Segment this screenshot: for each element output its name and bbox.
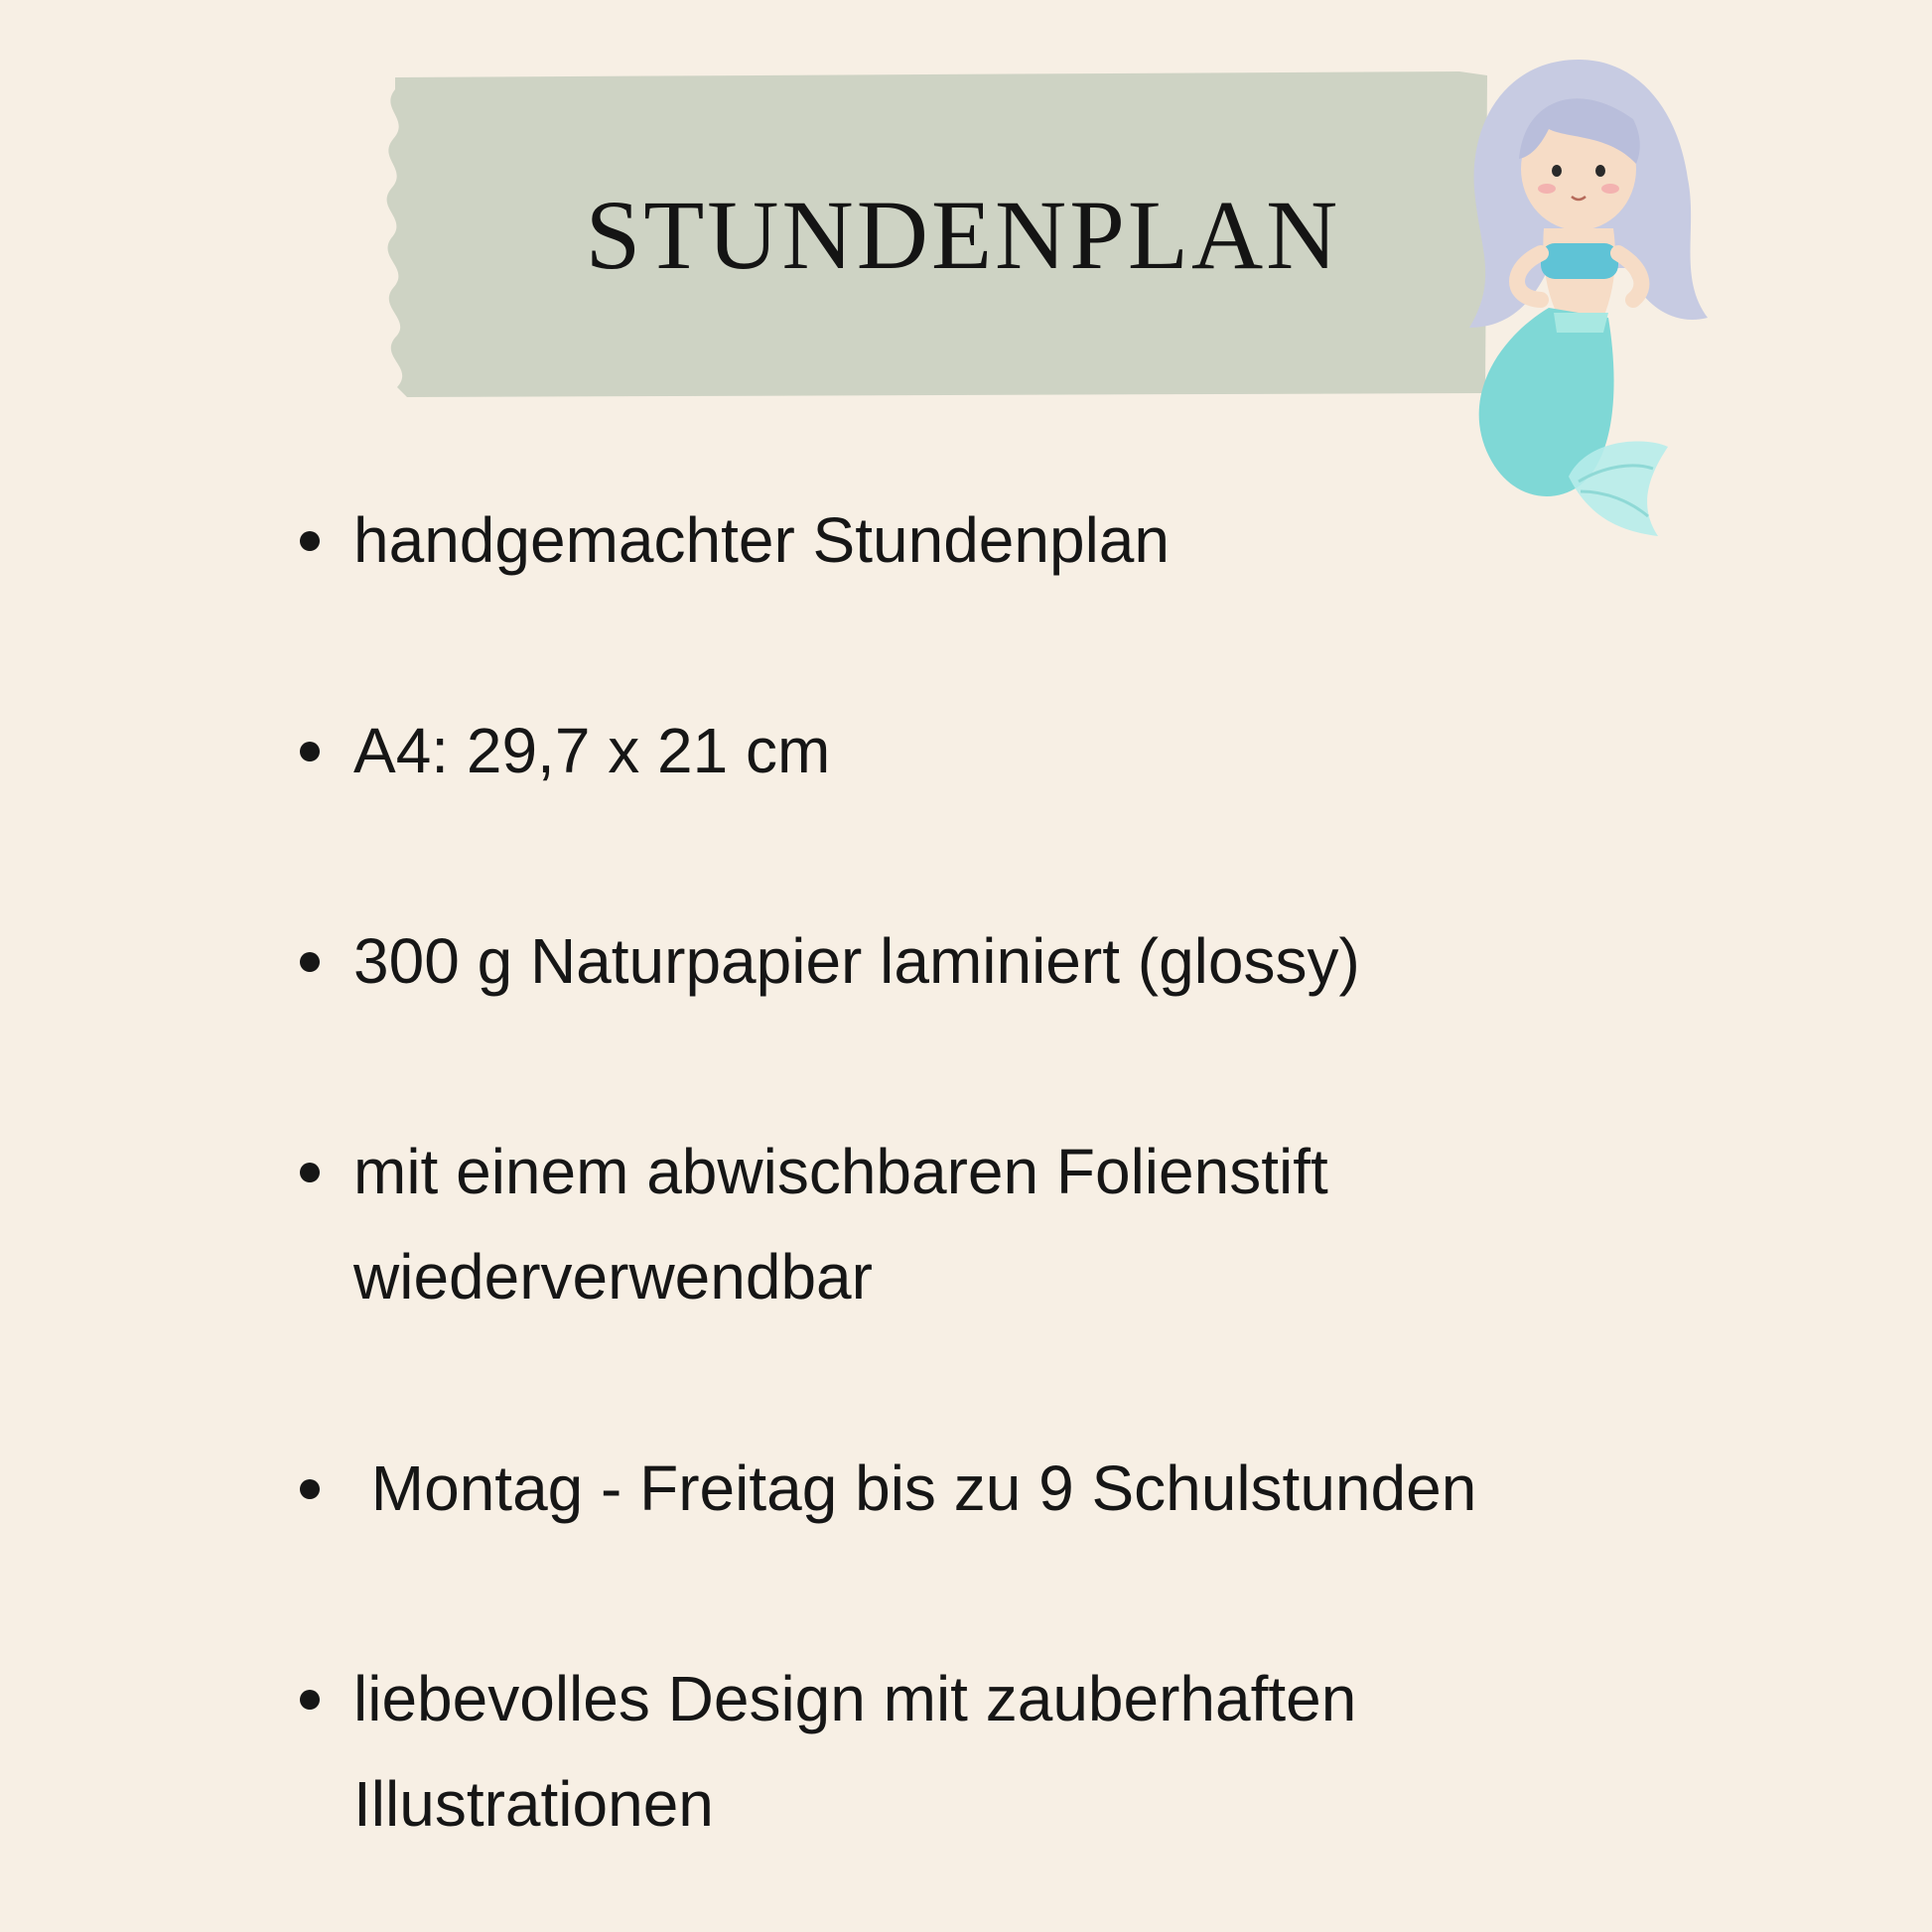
bullet-icon — [300, 531, 320, 551]
feature-item-pen — [288, 1119, 1678, 1329]
feature-text-continued: wiederverwendbar — [353, 1241, 873, 1312]
bullet-icon — [300, 1479, 320, 1499]
feature-item-design — [288, 1646, 1678, 1857]
feature-text: 300 g Naturpapier laminiert (glossy) — [353, 925, 1360, 997]
feature-text: mit einem abwischbaren Folienstift — [353, 1136, 1328, 1207]
feature-text: handgemachter Stundenplan — [353, 504, 1170, 576]
mermaid-illustration-icon — [1430, 40, 1727, 556]
feature-item-handmade — [288, 487, 1678, 593]
feature-item-schedule — [288, 1436, 1678, 1541]
feature-item-size — [288, 698, 1678, 803]
bullet-icon — [300, 742, 320, 761]
bullet-icon — [300, 952, 320, 972]
feature-text: liebevolles Design mit zauberhaften — [353, 1663, 1357, 1734]
page-title: STUNDENPLAN — [585, 179, 1341, 290]
feature-text-continued: Illustrationen — [353, 1768, 714, 1840]
feature-text: A4: 29,7 x 21 cm — [353, 715, 831, 786]
feature-text: Montag - Freitag bis zu 9 Schulstunden — [353, 1452, 1477, 1524]
feature-item-paper — [288, 908, 1678, 1014]
bullet-icon — [300, 1163, 320, 1182]
bullet-icon — [300, 1690, 320, 1710]
